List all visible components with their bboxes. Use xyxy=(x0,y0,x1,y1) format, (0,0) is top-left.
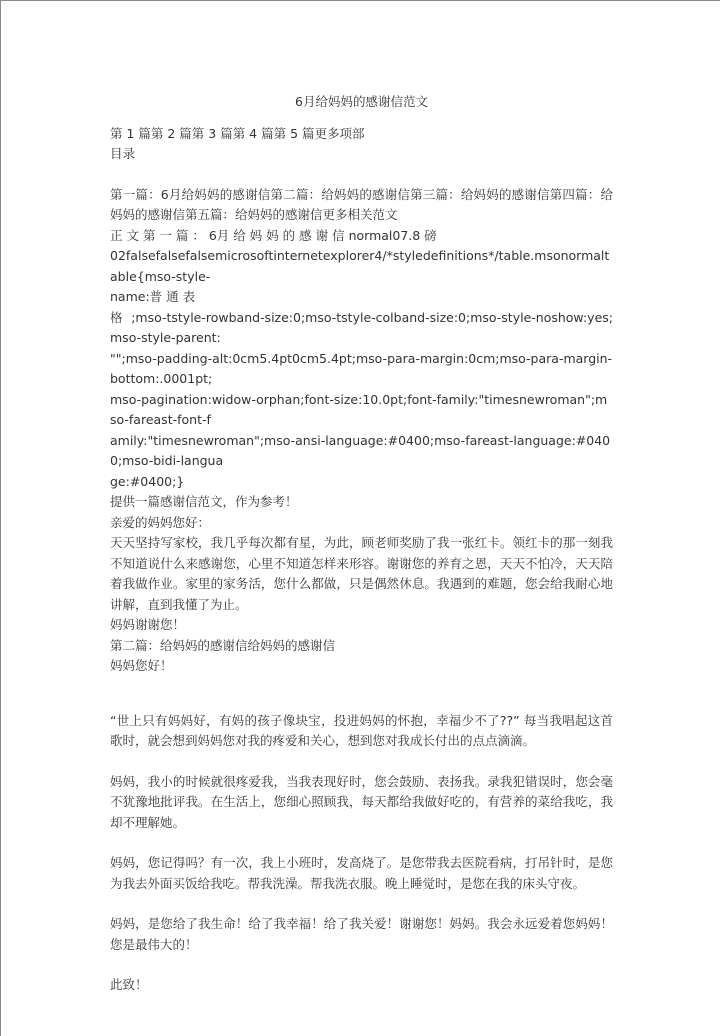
css-line-1: 02falsefalsefalsemicrosoftinternetexplorer4/*styledefinitions*/table.msonormaltable{mso-style- xyxy=(110,248,610,284)
paragraph-1: “世上只有妈妈好，有妈的孩子像块宝，投进妈妈的怀抱，幸福少不了??” 每当我唱起这首歌时，就会想到妈妈您对我的疼爱和关心，想到您对我成长付出的点点滴滴。 xyxy=(110,712,613,748)
greeting-2: 妈妈您好！ xyxy=(110,658,173,673)
letter-1-body: 天天坚持写家校，我几乎每次都有星，为此，顾老师奖励了我一张红卡。领红卡的那一刻我不知道说什么来感谢您，心里不知道怎样来形容。谢谢您的养育之恩，天天不怕冷，天天陪着我做作业。家里的家务活，您什么都做，只是偶然休息。我遇到的难题，您会给我耐心地讲解，直到我懂了为止。 xyxy=(110,535,613,612)
css-line-3: 格;mso-tstyle-rowband-size:0;mso-tstyle-colband-size:0;mso-style-noshow:yes;mso-style-parent: xyxy=(110,309,613,345)
paragraph-2: 妈妈，我小的时候就很疼爱我，当我表现好时，您会鼓励、表扬我。录我犯错误时，您会毫不犹豫地批评我。在生活上，您细心照顾我，每天都给我做好吃的，有营养的菜给我吃，我却不理解她。 xyxy=(110,773,613,830)
paragraph-3: 妈妈，您记得吗？有一次，我上小班时，发高烧了。是您带我去医院看病，打吊针时，是您为我去外面买饭给我吃。帮我洗澡。帮我洗衣服。晚上睡觉时，是您在我的床头守夜。 xyxy=(110,855,613,891)
document-title: 6月给妈妈的感谢信范文 xyxy=(295,94,428,109)
toc-text: 第一篇：6月给妈妈的感谢信第二篇：给妈妈的感谢信第三篇：给妈妈的感谢信第四篇：给妈妈的感谢信第五篇：给妈妈的感谢信更多相关范文 xyxy=(110,186,613,222)
closing-text: 此致！ xyxy=(110,977,148,992)
css-line-2: name:普 通 表 xyxy=(110,289,196,304)
section-2-heading: 第二篇：给妈妈的感谢信给妈妈的感谢信 xyxy=(110,637,336,653)
css-line-4: "";mso-padding-alt:0cm5.4pt0cm5.4pt;mso-para-margin:0cm;mso-para-margin-bottom:.0001pt; xyxy=(110,350,613,386)
intro-text: 提供一篇感谢信范文，作为参考！ xyxy=(110,494,298,509)
body-heading-line: 正 文 第 一 篇 ： 6月 给 妈 妈 的 感 谢 信 normal07.8 磅 xyxy=(110,227,437,243)
letter-1-close: 妈妈谢谢您！ xyxy=(110,617,186,632)
paragraph-4: 妈妈，是您给了我生命！给了我幸福！给了我关爱！谢谢您！妈妈。我会永远爱着您妈妈！您是最伟大的！ xyxy=(110,916,613,952)
css-line-7: ge:#0400;} xyxy=(110,473,185,489)
toc-label: 目录 xyxy=(110,146,136,161)
section-nav: 第 1 篇第 2 篇第 3 篇第 4 篇第 5 篇更多项部 xyxy=(110,125,365,141)
css-line-5: mso-pagination:widow-orphan;font-size:10.0pt;font-family:"timesnewroman";mso-fareast-font-f xyxy=(110,391,608,427)
greeting-1: 亲爱的妈妈您好： xyxy=(110,514,211,530)
css-line-6: amily:"timesnewroman";mso-ansi-language:#0400;mso-fareast-language:#0400;mso-bidi-langua xyxy=(110,432,611,468)
document-content xyxy=(110,1,613,1036)
